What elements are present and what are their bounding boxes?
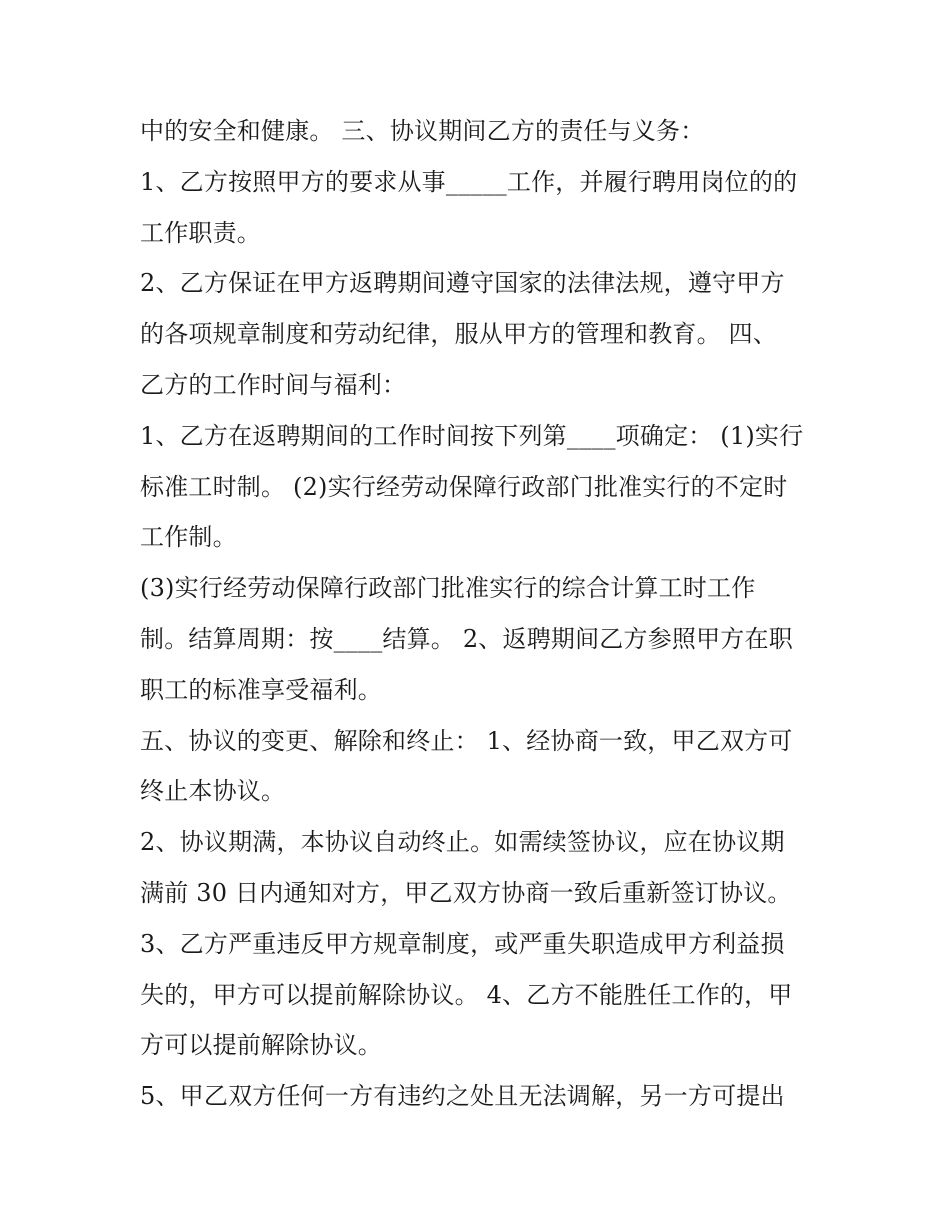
text-line-2: 1、乙方按照甲方的要求从事_____工作，并履行聘用岗位的的 bbox=[140, 167, 798, 196]
text-line-7: 1、乙方在返聘期间的工作时间按下列第____项确定： (1)实行 bbox=[140, 421, 804, 450]
text-line-3: 工作职责。 bbox=[140, 218, 261, 247]
text-line-15: 2、协议期满，本协议自动终止。如需续签协议，应在协议期 bbox=[140, 828, 785, 857]
text-line-17: 3、乙方严重违反甲方规章制度，或严重失职造成甲方利益损 bbox=[140, 929, 785, 958]
text-line-5: 的各项规章制度和劳动纪律，服从甲方的管理和教育。 四、 bbox=[140, 320, 778, 349]
text-line-12: 职工的标准享受福利。 bbox=[140, 675, 382, 704]
text-line-18: 失的，甲方可以提前解除协议。 4、乙方不能胜任工作的，甲 bbox=[140, 980, 793, 1009]
text-line-13: 五、协议的变更、解除和终止： 1、经协商一致，甲乙双方可 bbox=[140, 726, 793, 755]
text-line-10: (3)实行经劳动保障行政部门批准实行的综合计算工时工作 bbox=[140, 574, 756, 603]
text-line-20: 5、甲乙双方任何一方有违约之处且无法调解，另一方可提出 bbox=[140, 1082, 785, 1111]
text-line-14: 终止本协议。 bbox=[140, 777, 286, 806]
text-line-8: 标准工时制。 (2)实行经劳动保障行政部门批准实行的不定时 bbox=[140, 472, 788, 501]
text-line-16: 满前 30 日内通知对方，甲乙双方协商一致后重新签订协议。 bbox=[140, 878, 792, 907]
text-line-19: 方可以提前解除协议。 bbox=[140, 1031, 382, 1060]
text-line-4: 2、乙方保证在甲方返聘期间遵守国家的法律法规，遵守甲方 bbox=[140, 269, 785, 298]
document-body bbox=[140, 106, 820, 1122]
text-line-9: 工作制。 bbox=[140, 523, 237, 552]
text-line-1: 中的安全和健康。 三、协议期间乙方的责任与义务： bbox=[140, 117, 705, 145]
text-line-6: 乙方的工作时间与福利： bbox=[140, 370, 407, 399]
text-line-11: 制。结算周期：按____结算。 2、返聘期间乙方参照甲方在职 bbox=[140, 624, 793, 653]
